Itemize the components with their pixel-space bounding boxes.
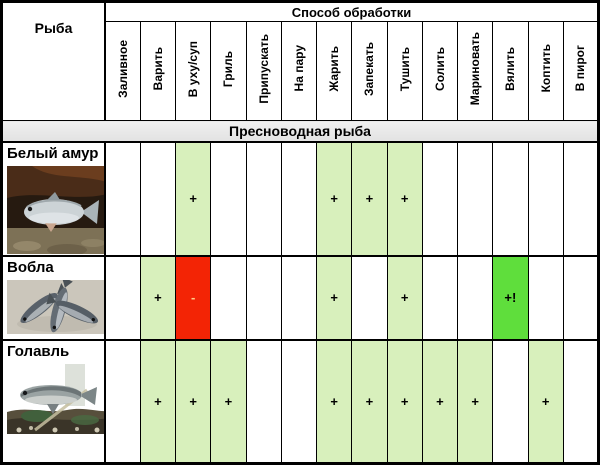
method-label: Мариновать xyxy=(468,32,483,106)
top-header-row xyxy=(2,2,599,22)
mark-cell: + xyxy=(352,340,387,464)
method-label: На пару xyxy=(291,45,306,92)
mark-cell xyxy=(281,142,316,255)
method-header-6 xyxy=(281,22,316,121)
mark-cell xyxy=(246,142,281,255)
table-row xyxy=(2,142,599,255)
method-header-9 xyxy=(387,22,422,121)
method-header-14 xyxy=(563,22,598,121)
mark-cell: + xyxy=(317,340,352,464)
mark-cell: + xyxy=(317,142,352,255)
table-row xyxy=(2,340,599,464)
method-label: Вялить xyxy=(503,46,518,91)
fish-column-header: Рыба xyxy=(2,2,106,121)
method-header-4 xyxy=(211,22,246,121)
method-label: Заливное xyxy=(115,39,130,98)
mark-cell xyxy=(528,256,563,340)
mark-cell xyxy=(246,340,281,464)
table-row xyxy=(2,256,599,340)
mark-cell xyxy=(458,142,493,255)
mark-cell: + xyxy=(387,142,422,255)
mark-cell xyxy=(422,142,457,255)
fish-name: Голавль xyxy=(7,342,70,360)
mark-cell xyxy=(563,340,598,464)
mark-cell xyxy=(563,256,598,340)
mark-cell xyxy=(493,340,528,464)
fish-name: Белый амур xyxy=(7,145,99,163)
mark-cell: + xyxy=(140,340,175,464)
mark-cell xyxy=(422,256,457,340)
fish-name: Вобла xyxy=(7,258,54,276)
mark-cell xyxy=(281,256,316,340)
mark-cell xyxy=(211,256,246,340)
method-label: Жарить xyxy=(327,45,342,92)
mark-cell xyxy=(105,340,140,464)
mark-cell xyxy=(105,142,140,255)
method-header-2 xyxy=(140,22,175,121)
mark-cell xyxy=(563,142,598,255)
method-label: Тушить xyxy=(397,46,412,91)
section-row xyxy=(2,121,599,143)
mark-cell: + xyxy=(387,340,422,464)
mark-cell: + xyxy=(140,256,175,340)
method-label: Запекать xyxy=(362,41,377,96)
mark-cell xyxy=(105,256,140,340)
method-header-13 xyxy=(528,22,563,121)
method-header-12 xyxy=(493,22,528,121)
method-header-10 xyxy=(422,22,457,121)
mark-cell: + xyxy=(458,340,493,464)
mark-cell: + xyxy=(528,340,563,464)
method-label: Варить xyxy=(150,46,165,91)
mark-cell xyxy=(281,340,316,464)
method-label: Гриль xyxy=(221,50,236,87)
mark-cell xyxy=(458,256,493,340)
method-label: Солить xyxy=(432,46,447,91)
fish-cell xyxy=(2,142,106,255)
grass-carp-photo xyxy=(7,166,105,254)
method-header-3 xyxy=(176,22,211,121)
method-header-8 xyxy=(352,22,387,121)
method-header-5 xyxy=(246,22,281,121)
method-label: Припускать xyxy=(256,33,271,104)
mark-cell: + xyxy=(387,256,422,340)
mark-cell: + xyxy=(176,340,211,464)
mark-cell: + xyxy=(352,142,387,255)
method-header-11 xyxy=(458,22,493,121)
dried-vobla-photo xyxy=(7,280,105,334)
mark-cell xyxy=(140,142,175,255)
method-label: В уху/суп xyxy=(186,40,201,97)
method-label: Коптить xyxy=(538,44,553,93)
fish-cell xyxy=(2,256,106,340)
mark-cell xyxy=(528,142,563,255)
mark-cell xyxy=(211,142,246,255)
fish-cell xyxy=(2,340,106,464)
method-header-7 xyxy=(317,22,352,121)
mark-cell xyxy=(352,256,387,340)
mark-cell: + xyxy=(176,142,211,255)
mark-cell xyxy=(246,256,281,340)
processing-methods-header: Способ обработки xyxy=(105,2,599,22)
mark-cell: + xyxy=(422,340,457,464)
method-label: В пирог xyxy=(573,45,588,92)
method-header-1 xyxy=(105,22,140,121)
mark-cell: - xyxy=(176,256,211,340)
chub-photo xyxy=(7,364,105,434)
mark-cell: + xyxy=(211,340,246,464)
mark-cell xyxy=(493,142,528,255)
section-header: Пресноводная рыба xyxy=(2,121,599,143)
mark-cell: +! xyxy=(493,256,528,340)
mark-cell: + xyxy=(317,256,352,340)
